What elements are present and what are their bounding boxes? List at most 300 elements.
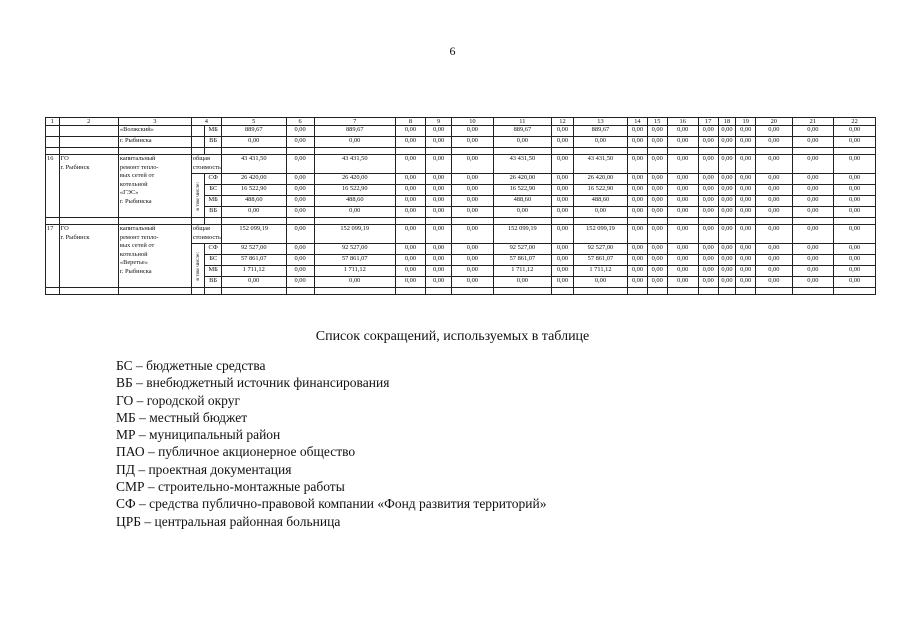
- value-cell: 0,00: [756, 137, 792, 148]
- municipality-cell: [59, 137, 118, 148]
- header-cell: 6: [286, 118, 314, 126]
- value-cell: 43 431,50: [314, 155, 395, 174]
- spacer-cell: [221, 288, 286, 295]
- spacer-row: [46, 218, 876, 225]
- spacer-cell: [118, 218, 191, 225]
- value-cell: 0,00: [628, 174, 648, 185]
- value-cell: 0,00: [286, 207, 314, 218]
- value-cell: 0,00: [718, 185, 736, 196]
- value-cell: 0,00: [426, 255, 452, 266]
- value-cell: 152 099,19: [573, 225, 627, 244]
- value-cell: 0,00: [286, 196, 314, 207]
- value-cell: 0,00: [718, 174, 736, 185]
- value-cell: 0,00: [647, 196, 667, 207]
- abbreviation-item: СМР – строительно-монтажные работы: [116, 479, 345, 495]
- value-cell: 0,00: [286, 137, 314, 148]
- value-cell: 0,00: [647, 255, 667, 266]
- value-cell: 0,00: [573, 137, 627, 148]
- value-cell: 26 420,00: [221, 174, 286, 185]
- header-cell: 17: [698, 118, 718, 126]
- header-cell: 10: [452, 118, 494, 126]
- spacer-cell: [552, 288, 574, 295]
- value-cell: 0,00: [667, 126, 698, 137]
- spacer-cell: [718, 218, 736, 225]
- source-cell: СФ: [205, 244, 222, 255]
- value-cell: 0,00: [221, 207, 286, 218]
- value-cell: 0,00: [667, 225, 698, 244]
- value-cell: 0,00: [452, 155, 494, 174]
- spacer-cell: [736, 148, 756, 155]
- abbreviation-item: СФ – средства публично-правовой компании «Фонд развития территорий»: [116, 496, 547, 512]
- value-cell: 0,00: [647, 207, 667, 218]
- value-cell: 0,00: [395, 266, 425, 277]
- spacer-cell: [834, 218, 876, 225]
- value-cell: 0,00: [736, 155, 756, 174]
- spacer-cell: [573, 288, 627, 295]
- value-cell: 0,00: [718, 126, 736, 137]
- spacer-cell: [718, 148, 736, 155]
- header-cell: 5: [221, 118, 286, 126]
- value-cell: 0,00: [395, 155, 425, 174]
- value-cell: 0,00: [286, 185, 314, 196]
- spacer-cell: [314, 148, 395, 155]
- spacer-cell: [205, 148, 222, 155]
- source-cell: ВБ: [205, 207, 222, 218]
- spacer-cell: [286, 288, 314, 295]
- value-cell: 0,00: [667, 174, 698, 185]
- spacer-cell: [46, 218, 60, 225]
- value-cell: 0,00: [736, 266, 756, 277]
- value-cell: 0,00: [552, 277, 574, 288]
- spacer-cell: [756, 218, 792, 225]
- spacer-cell: [573, 218, 627, 225]
- object-name-cell: «Волжский»: [118, 126, 191, 137]
- spacer-cell: [756, 148, 792, 155]
- value-cell: 0,00: [756, 196, 792, 207]
- spacer-cell: [493, 218, 551, 225]
- value-cell: 0,00: [493, 207, 551, 218]
- spacer-cell: [426, 288, 452, 295]
- value-cell: 0,00: [667, 244, 698, 255]
- value-cell: 0,00: [628, 185, 648, 196]
- value-cell: 0,00: [452, 174, 494, 185]
- value-cell: 0,00: [552, 225, 574, 244]
- value-cell: 0,00: [647, 126, 667, 137]
- value-cell: 0,00: [395, 244, 425, 255]
- value-cell: 0,00: [736, 225, 756, 244]
- value-cell: 0,00: [698, 155, 718, 174]
- value-cell: 0,00: [834, 126, 876, 137]
- spacer-row: [46, 148, 876, 155]
- value-cell: 0,00: [552, 266, 574, 277]
- value-cell: 0,00: [628, 225, 648, 244]
- value-cell: 0,00: [756, 126, 792, 137]
- header-cell: 8: [395, 118, 425, 126]
- table-row-total: [46, 225, 876, 244]
- spacer-cell: [426, 148, 452, 155]
- header-cell: 18: [718, 118, 736, 126]
- value-cell: 0,00: [756, 277, 792, 288]
- value-cell: 0,00: [792, 196, 834, 207]
- including-label: в том числе:: [194, 252, 201, 281]
- value-cell: 0,00: [395, 185, 425, 196]
- spacer-cell: [647, 288, 667, 295]
- spacer-cell: [792, 148, 834, 155]
- value-cell: 0,00: [834, 137, 876, 148]
- header-cell: 20: [756, 118, 792, 126]
- value-cell: 26 420,00: [573, 174, 627, 185]
- value-cell: 152 099,19: [314, 225, 395, 244]
- abbreviation-item: МР – муниципальный район: [116, 427, 281, 443]
- value-cell: 0,00: [552, 155, 574, 174]
- spacer-cell: [667, 288, 698, 295]
- value-cell: 0,00: [718, 137, 736, 148]
- value-cell: 0,00: [792, 137, 834, 148]
- value-cell: 0,00: [756, 266, 792, 277]
- value-cell: 0,00: [756, 255, 792, 266]
- value-cell: 0,00: [834, 155, 876, 174]
- value-cell: 0,00: [628, 155, 648, 174]
- spacer-cell: [286, 218, 314, 225]
- cost-type-cell: [191, 137, 205, 148]
- value-cell: 0,00: [698, 185, 718, 196]
- value-cell: 889,67: [573, 126, 627, 137]
- value-cell: 92 527,00: [493, 244, 551, 255]
- value-cell: 0,00: [552, 185, 574, 196]
- spacer-cell: [628, 218, 648, 225]
- value-cell: 0,00: [718, 277, 736, 288]
- value-cell: 0,00: [426, 126, 452, 137]
- value-cell: 0,00: [698, 225, 718, 244]
- value-cell: 0,00: [452, 196, 494, 207]
- spacer-row: [46, 288, 876, 295]
- value-cell: 0,00: [628, 137, 648, 148]
- spacer-cell: [59, 218, 118, 225]
- value-cell: 152 099,19: [221, 225, 286, 244]
- value-cell: 0,00: [718, 244, 736, 255]
- value-cell: 0,00: [426, 196, 452, 207]
- financing-table: [45, 117, 876, 295]
- value-cell: 0,00: [718, 196, 736, 207]
- value-cell: 0,00: [552, 174, 574, 185]
- spacer-cell: [834, 148, 876, 155]
- value-cell: 0,00: [395, 207, 425, 218]
- value-cell: 0,00: [834, 207, 876, 218]
- value-cell: 92 527,00: [314, 244, 395, 255]
- value-cell: 0,00: [698, 137, 718, 148]
- value-cell: 0,00: [628, 255, 648, 266]
- source-cell: БС: [205, 185, 222, 196]
- value-cell: 0,00: [736, 174, 756, 185]
- value-cell: 0,00: [395, 174, 425, 185]
- cost-type-cell: [191, 126, 205, 137]
- value-cell: 0,00: [792, 255, 834, 266]
- value-cell: 0,00: [718, 225, 736, 244]
- spacer-cell: [46, 148, 60, 155]
- spacer-cell: [452, 218, 494, 225]
- page-number: 6: [449, 44, 456, 58]
- spacer-cell: [698, 148, 718, 155]
- municipality-cell: [59, 126, 118, 137]
- spacer-cell: [628, 148, 648, 155]
- value-cell: 0,00: [834, 174, 876, 185]
- value-cell: 0,00: [628, 207, 648, 218]
- value-cell: 43 431,50: [573, 155, 627, 174]
- abbreviation-item: ПД – проектная документация: [116, 461, 292, 477]
- value-cell: 0,00: [834, 225, 876, 244]
- row-number-cell: [46, 126, 60, 137]
- value-cell: 0,00: [667, 207, 698, 218]
- header-cell: 11: [493, 118, 551, 126]
- spacer-cell: [493, 148, 551, 155]
- legend-title: Список сокращений, используемых в таблице: [315, 329, 590, 344]
- value-cell: 0,00: [647, 185, 667, 196]
- value-cell: 0,00: [221, 277, 286, 288]
- value-cell: 0,00: [426, 225, 452, 244]
- spacer-cell: [452, 288, 494, 295]
- spacer-cell: [736, 218, 756, 225]
- value-cell: 0,00: [493, 137, 551, 148]
- table-row: [46, 126, 876, 137]
- value-cell: 0,00: [792, 225, 834, 244]
- value-cell: 488,60: [221, 196, 286, 207]
- header-cell: 12: [552, 118, 574, 126]
- value-cell: 43 431,50: [221, 155, 286, 174]
- header-cell: 1: [46, 118, 60, 126]
- abbreviation-item: ЦРБ – центральная районная больница: [116, 513, 341, 529]
- table-row: [46, 137, 876, 148]
- value-cell: 0,00: [667, 155, 698, 174]
- spacer-cell: [792, 218, 834, 225]
- spacer-cell: [118, 288, 191, 295]
- spacer-cell: [205, 218, 222, 225]
- source-cell: МБ: [205, 126, 222, 137]
- value-cell: 0,00: [756, 225, 792, 244]
- value-cell: 0,00: [552, 196, 574, 207]
- spacer-cell: [221, 148, 286, 155]
- value-cell: 0,00: [452, 277, 494, 288]
- source-cell: ВБ: [205, 137, 222, 148]
- value-cell: 0,00: [667, 196, 698, 207]
- value-cell: 0,00: [718, 155, 736, 174]
- spacer-cell: [314, 218, 395, 225]
- value-cell: 0,00: [647, 266, 667, 277]
- value-cell: 57 861,07: [573, 255, 627, 266]
- municipality-cell: ГО г. Рыбинск: [59, 225, 118, 288]
- value-cell: 0,00: [573, 207, 627, 218]
- value-cell: 0,00: [452, 207, 494, 218]
- value-cell: 488,60: [573, 196, 627, 207]
- value-cell: 0,00: [452, 244, 494, 255]
- header-cell: 16: [667, 118, 698, 126]
- value-cell: 0,00: [667, 266, 698, 277]
- value-cell: 26 420,00: [314, 174, 395, 185]
- value-cell: 889,67: [493, 126, 551, 137]
- value-cell: 0,00: [314, 207, 395, 218]
- value-cell: 0,00: [628, 126, 648, 137]
- value-cell: 0,00: [552, 244, 574, 255]
- value-cell: 0,00: [647, 174, 667, 185]
- header-cell: 21: [792, 118, 834, 126]
- spacer-cell: [426, 218, 452, 225]
- value-cell: 1 711,12: [221, 266, 286, 277]
- value-cell: 0,00: [718, 266, 736, 277]
- value-cell: 0,00: [667, 255, 698, 266]
- value-cell: 0,00: [718, 207, 736, 218]
- value-cell: 16 522,90: [493, 185, 551, 196]
- row-number-cell: 17: [46, 225, 60, 288]
- spacer-cell: [221, 218, 286, 225]
- value-cell: 0,00: [667, 137, 698, 148]
- value-cell: 0,00: [426, 155, 452, 174]
- value-cell: 0,00: [736, 255, 756, 266]
- row-number-cell: [46, 137, 60, 148]
- value-cell: 0,00: [756, 185, 792, 196]
- spacer-cell: [191, 148, 205, 155]
- municipality-cell: ГО г. Рыбинск: [59, 155, 118, 218]
- object-name-cell: капитальный ремонт тепло- вых сетей от котельной «ГЭС» г. Рыбинска: [118, 155, 191, 218]
- value-cell: 0,00: [552, 137, 574, 148]
- value-cell: 16 522,90: [221, 185, 286, 196]
- value-cell: 0,00: [792, 244, 834, 255]
- value-cell: 0,00: [698, 266, 718, 277]
- value-cell: 0,00: [736, 244, 756, 255]
- spacer-cell: [395, 148, 425, 155]
- value-cell: 0,00: [426, 207, 452, 218]
- source-cell: МБ: [205, 266, 222, 277]
- spacer-cell: [552, 148, 574, 155]
- value-cell: 488,60: [314, 196, 395, 207]
- value-cell: 0,00: [314, 277, 395, 288]
- source-cell: МБ: [205, 196, 222, 207]
- value-cell: 0,00: [736, 277, 756, 288]
- value-cell: 0,00: [736, 185, 756, 196]
- value-cell: 0,00: [452, 266, 494, 277]
- value-cell: 0,00: [718, 255, 736, 266]
- value-cell: 0,00: [834, 255, 876, 266]
- spacer-cell: [667, 218, 698, 225]
- value-cell: 0,00: [286, 255, 314, 266]
- header-cell: 9: [426, 118, 452, 126]
- value-cell: 0,00: [647, 225, 667, 244]
- spacer-cell: [628, 288, 648, 295]
- value-cell: 0,00: [698, 255, 718, 266]
- value-cell: 1 711,12: [493, 266, 551, 277]
- value-cell: 0,00: [395, 196, 425, 207]
- value-cell: 0,00: [395, 137, 425, 148]
- abbreviation-item: ПАО – публичное акционерное общество: [116, 444, 356, 460]
- value-cell: 0,00: [628, 277, 648, 288]
- value-cell: 0,00: [552, 126, 574, 137]
- value-cell: 0,00: [286, 244, 314, 255]
- source-cell: СФ: [205, 174, 222, 185]
- value-cell: 0,00: [698, 196, 718, 207]
- value-cell: 16 522,90: [573, 185, 627, 196]
- spacer-cell: [395, 288, 425, 295]
- value-cell: 0,00: [792, 277, 834, 288]
- value-cell: 488,60: [493, 196, 551, 207]
- value-cell: 0,00: [834, 277, 876, 288]
- header-cell: 3: [118, 118, 191, 126]
- value-cell: 0,00: [736, 196, 756, 207]
- spacer-cell: [452, 148, 494, 155]
- value-cell: 0,00: [628, 266, 648, 277]
- value-cell: 0,00: [552, 255, 574, 266]
- value-cell: 0,00: [452, 126, 494, 137]
- spacer-cell: [191, 218, 205, 225]
- including-label-cell: [191, 244, 205, 288]
- value-cell: 0,00: [395, 277, 425, 288]
- total-cost-label: общая стоимость: [191, 225, 221, 244]
- value-cell: 0,00: [426, 266, 452, 277]
- spacer-cell: [395, 218, 425, 225]
- spacer-cell: [314, 288, 395, 295]
- spacer-cell: [698, 218, 718, 225]
- spacer-cell: [573, 148, 627, 155]
- value-cell: 0,00: [792, 207, 834, 218]
- header-cell: 4: [191, 118, 221, 126]
- header-cell: 14: [628, 118, 648, 126]
- value-cell: 0,00: [698, 244, 718, 255]
- value-cell: 0,00: [698, 174, 718, 185]
- value-cell: 0,00: [834, 266, 876, 277]
- value-cell: 0,00: [756, 174, 792, 185]
- value-cell: 92 527,00: [573, 244, 627, 255]
- value-cell: 0,00: [426, 174, 452, 185]
- value-cell: 0,00: [698, 126, 718, 137]
- value-cell: 0,00: [792, 155, 834, 174]
- value-cell: 0,00: [426, 185, 452, 196]
- value-cell: 0,00: [647, 244, 667, 255]
- header-cell: 22: [834, 118, 876, 126]
- spacer-cell: [118, 148, 191, 155]
- value-cell: 1 711,12: [573, 266, 627, 277]
- spacer-cell: [46, 288, 60, 295]
- value-cell: 0,00: [286, 155, 314, 174]
- value-cell: 0,00: [698, 277, 718, 288]
- value-cell: 57 861,07: [221, 255, 286, 266]
- spacer-cell: [493, 288, 551, 295]
- value-cell: 0,00: [426, 277, 452, 288]
- value-cell: 0,00: [667, 277, 698, 288]
- value-cell: 0,00: [792, 174, 834, 185]
- header-cell: 19: [736, 118, 756, 126]
- value-cell: 0,00: [395, 255, 425, 266]
- value-cell: 0,00: [647, 155, 667, 174]
- value-cell: 92 527,00: [221, 244, 286, 255]
- abbreviation-item: МБ – местный бюджет: [116, 409, 248, 425]
- spacer-cell: [205, 288, 222, 295]
- spacer-cell: [718, 288, 736, 295]
- header-cell: 15: [647, 118, 667, 126]
- value-cell: 0,00: [628, 244, 648, 255]
- header-cell: 13: [573, 118, 627, 126]
- value-cell: 0,00: [628, 196, 648, 207]
- value-cell: 0,00: [647, 137, 667, 148]
- value-cell: 0,00: [286, 174, 314, 185]
- value-cell: 0,00: [792, 266, 834, 277]
- spacer-cell: [647, 218, 667, 225]
- value-cell: 0,00: [426, 244, 452, 255]
- value-cell: 152 099,19: [493, 225, 551, 244]
- value-cell: 57 861,07: [493, 255, 551, 266]
- value-cell: 889,67: [221, 126, 286, 137]
- spacer-cell: [792, 288, 834, 295]
- spacer-cell: [736, 288, 756, 295]
- value-cell: 0,00: [573, 277, 627, 288]
- value-cell: 0,00: [736, 126, 756, 137]
- value-cell: 0,00: [286, 126, 314, 137]
